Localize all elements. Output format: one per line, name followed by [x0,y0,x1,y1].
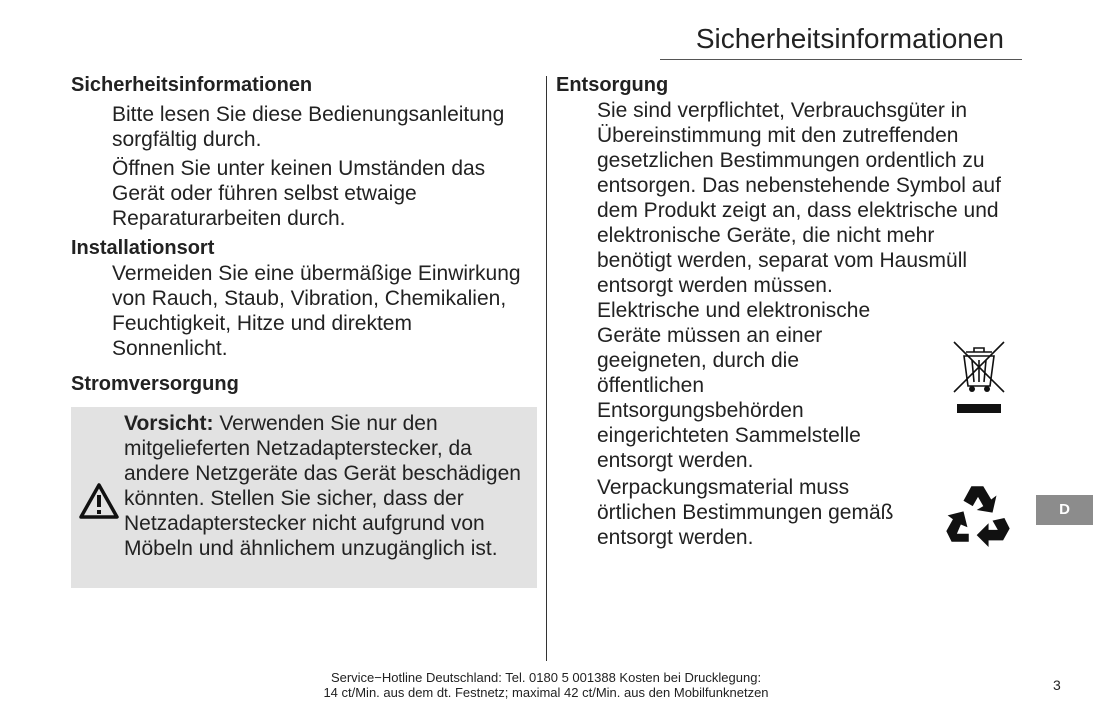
footer-line-2: 14 ct/Min. aus dem dt. Festnetz; maximal 42 ct/Min. aus den Mobilfunknetzen [323,685,769,700]
caution-label: Vorsicht: [124,412,214,435]
left-column [71,72,541,397]
caution-box [71,407,537,588]
heading-installation: Installationsort [71,237,215,259]
language-tab: D [1036,495,1093,525]
safety-paragraph-2: Öffnen Sie unter keinen Umständen das Gerät oder führen selbst etwaige Reparaturarbeiten durch. [112,157,486,230]
footer-line-1: Service−Hotline Deutschland: Tel. 0180 5 001388 Kosten bei Drucklegung: [330,670,762,685]
heading-disposal: Entsorgung [556,74,669,96]
warning-triangle-icon [78,482,120,520]
crossed-out-wheelie-bin-icon [952,340,1006,416]
column-divider [546,76,547,661]
disposal-paragraph-2: Elektrische und elektronische Geräte müssen an einer geeigneten, durch die öffentlichen Entsorgungsbehörden eingerichteten Sammelstelle entsorgt werden. [597,299,871,472]
recycle-icon [945,481,1011,547]
heading-power: Stromversorgung [71,373,239,395]
page-number: 3 [1053,677,1061,693]
footer-hotline [200,670,892,700]
heading-safety: Sicherheitsinformationen [71,74,313,96]
caution-text [124,411,534,561]
installation-paragraph: Vermeiden Sie eine übermäßige Einwirkung von Rauch, Staub, Vibration, Chemikalien, Feuchtigkeit, Hitze und direktem Sonnenlicht. [112,262,521,360]
disposal-paragraph-1: Sie sind verpflichtet, Verbrauchsgüter in Übereinstimmung mit den zutreffenden gesetzlichen Bestimmungen ordentlich zu entsorgen. Das nebenstehende Symbol auf dem Produkt zeigt an, dass elektrische und elektronische Geräte, die nicht mehr benötigt werden, separat vom Hausmüll entsorgt werden müssen. [597,99,1001,297]
safety-paragraph-1: Bitte lesen Sie diese Bedienungsanleitung sorgfältig durch. [112,103,505,151]
page-title: Sicherheitsinformationen [695,23,1004,54]
disposal-paragraph-3: Verpackungsmaterial muss örtlichen Bestimmungen gemäß entsorgt werden. [597,476,894,549]
right-column [556,72,1026,550]
caution-body: Verwenden Sie nur den mitgelieferten Netzadapterstecker, da andere Netzgeräte das Gerät beschädigen könnten. Stellen Sie sicher, dass der Netzadapterstecker nicht aufgrund von Möbeln und ähnlichem unzugänglich ist. [124,412,521,560]
header-rule [660,59,1022,60]
